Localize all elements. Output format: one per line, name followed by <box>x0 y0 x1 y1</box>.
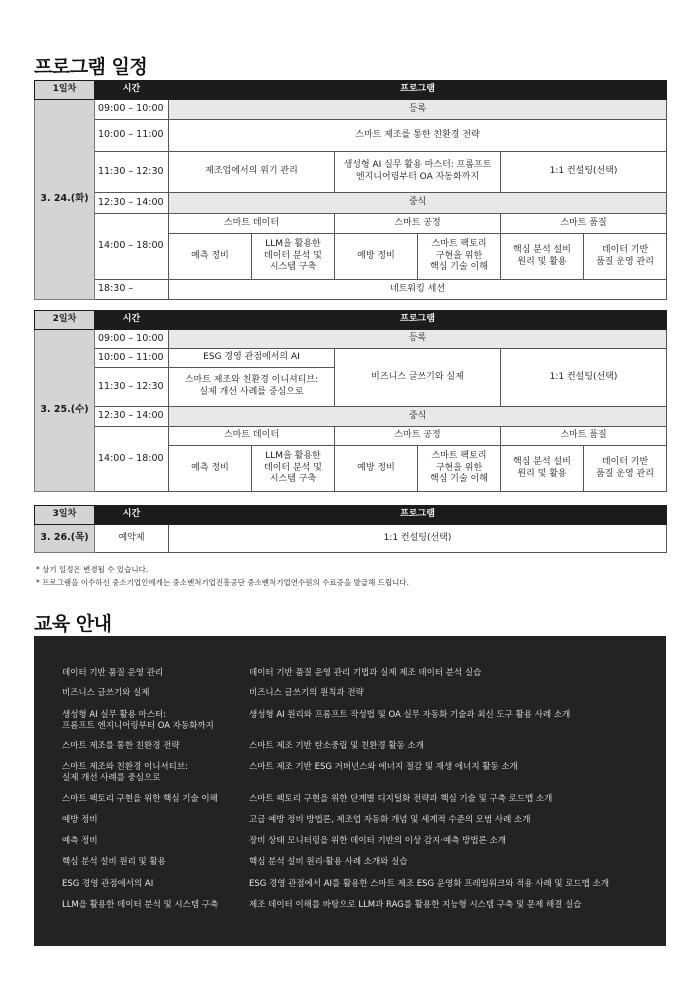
program-cell: 네트워킹 세션 <box>169 280 667 300</box>
program-cell: 1:1 컨설팅(선택) <box>169 525 667 553</box>
table-row <box>35 193 667 214</box>
track-header: 스마트 품질 <box>501 427 667 446</box>
day1-schedule-table <box>34 80 667 300</box>
note-item: * 프로그램을 이수하신 중소기업인에게는 중소벤처기업진흥공단 중소벤처기업연수원의 수료증을 발급해 드립니다. <box>36 578 409 587</box>
day-date: 3. 24.(화) <box>35 100 95 300</box>
session-cell: 핵심 분석 설비 원리 및 활용 <box>501 234 584 280</box>
time-cell: 09:00 – 10:00 <box>95 100 169 120</box>
course-name: LLM을 활용한 데이터 분석 및 시스템 구축 <box>62 900 219 910</box>
track-header: 스마트 데이터 <box>169 214 335 234</box>
table-row <box>35 120 667 152</box>
course-name: 스마트 팩토리 구현을 위한 핵심 기술 이해 <box>62 794 218 804</box>
track-header: 스마트 공정 <box>335 214 501 234</box>
table-header-row <box>35 81 667 100</box>
course-name: 비즈니스 글쓰기와 실제 <box>62 688 150 698</box>
course-description: 제조 데이터 이해를 바탕으로 LLM과 RAG를 활용한 지능형 시스템 구축 및 문제 해결 실습 <box>249 900 582 910</box>
day3-schedule-table <box>34 505 667 553</box>
time-cell: 18:30 – <box>95 280 169 300</box>
session-cell: 예방 정비 <box>335 234 418 280</box>
time-cell: 11:30 – 12:30 <box>95 152 169 193</box>
table-row <box>35 280 667 300</box>
time-cell: 예약제 <box>95 525 169 553</box>
course-description: 장비 상태 모니터링을 위한 데이터 기반의 이상 감지·예측 방법론 소개 <box>249 836 506 846</box>
course-description: 비즈니스 글쓰기의 원칙과 전략 <box>249 688 364 698</box>
day-label: 2일차 <box>35 311 95 330</box>
table-row <box>35 407 667 427</box>
program-cell: 스마트 제조를 통한 친환경 전략 <box>169 120 667 152</box>
course-name: 생성형 AI 실무 활용 마스터: 프롬프트 엔지니어링부터 OA 자동화까지 <box>62 710 214 731</box>
table-row <box>35 214 667 234</box>
note-item: * 상기 일정은 변경될 수 있습니다. <box>36 565 149 574</box>
session-cell: 스마트 팩토리 구현을 위한 핵심 기술 이해 <box>418 446 501 492</box>
table-row <box>35 525 667 553</box>
session-cell: 스마트 팩토리 구현을 위한 핵심 기술 이해 <box>418 234 501 280</box>
session-cell: 예측 정비 <box>169 234 252 280</box>
session-cell: LLM을 활용한 데이터 분석 및 시스템 구축 <box>252 234 335 280</box>
session-cell: 예측 정비 <box>169 446 252 492</box>
table-header-row <box>35 311 667 330</box>
course-description: 고급 예방 정비 방법론, 제조업 자동화 개념 및 세계적 수준의 모범 사례 소개 <box>249 815 531 825</box>
session-cell: 데이터 기반 품질 운영 관리 <box>584 446 667 492</box>
program-cell: ESG 경영 관점에서의 AI <box>169 349 335 368</box>
time-header: 시간 <box>95 506 169 525</box>
course-name: ESG 경영 관점에서의 AI <box>62 879 154 889</box>
session-cell: 데이터 기반 품질 운영 관리 <box>584 234 667 280</box>
time-cell: 14:00 – 18:00 <box>95 427 169 492</box>
course-description: ESG 경영 관점에서 AI를 활용한 스마트 제조 ESG 운영화 프레임워크와 적용 사례 및 로드맵 소개 <box>249 879 610 889</box>
education-panel <box>34 636 666 946</box>
schedule-notes <box>36 563 409 589</box>
day-date: 3. 26.(목) <box>35 525 95 553</box>
course-name: 예방 정비 <box>62 815 98 825</box>
education-title: 교육 안내 <box>34 613 112 635</box>
table-header-row <box>35 506 667 525</box>
course-name: 스마트 제조와 친환경 이니셔티브: 실제 개선 사례를 중심으로 <box>62 762 188 783</box>
program-cell: 중식 <box>169 193 667 214</box>
session-cell: 핵심 분석 설비 원리 및 활용 <box>501 446 584 492</box>
program-cell: 등록 <box>169 330 667 349</box>
course-description: 데이터 기반 품질 운영 관리 기법과 실제 제조 데이터 분석 실습 <box>249 668 482 678</box>
day2-schedule-table <box>34 310 667 492</box>
course-name: 데이터 기반 품질 운영 관리 <box>62 668 164 678</box>
program-cell: 1:1 컨설팅(선택) <box>501 152 667 193</box>
session-cell: LLM을 활용한 데이터 분석 및 시스템 구축 <box>252 446 335 492</box>
time-header: 시간 <box>95 81 169 100</box>
table-row <box>35 349 667 368</box>
program-cell: 제조업에서의 위기 관리 <box>169 152 335 193</box>
program-header: 프로그램 <box>169 311 667 330</box>
table-row <box>35 427 667 446</box>
time-header: 시간 <box>95 311 169 330</box>
course-name: 핵심 분석 설비 원리 및 활용 <box>62 857 166 867</box>
program-cell: 중식 <box>169 407 667 427</box>
track-header: 스마트 품질 <box>501 214 667 234</box>
day-label: 3일차 <box>35 506 95 525</box>
program-cell: 비즈니스 글쓰기와 실제 <box>335 349 501 407</box>
program-cell: 1:1 컨설팅(선택) <box>501 349 667 407</box>
course-description: 스마트 팩토리 구현을 위한 단계별 디지털화 전략과 핵심 기술 및 구축 로드맵 소개 <box>249 794 553 804</box>
course-description: 스마트 제조 기반 ESG 거버넌스와 에너지 절감 및 재생 에너지 활동 소개 <box>249 762 518 772</box>
course-description: 스마트 제조 기반 탄소중립 및 친환경 활동 소개 <box>249 741 424 751</box>
program-cell: 생성형 AI 실무 활용 마스터: 프롬프트 엔지니어링부터 OA 자동화까지 <box>335 152 501 193</box>
course-description: 생성형 AI 원리와 프롬프트 작성법 및 OA 실무 자동화 기술과 최신 도구 활용 사례 소개 <box>249 710 571 720</box>
program-header: 프로그램 <box>169 81 667 100</box>
schedule-title: 프로그램 일정 <box>34 56 148 78</box>
table-row <box>35 100 667 120</box>
course-name: 예측 정비 <box>62 836 98 846</box>
table-row <box>35 152 667 193</box>
time-cell: 11:30 – 12:30 <box>95 368 169 407</box>
time-cell: 10:00 – 11:00 <box>95 120 169 152</box>
day-date: 3. 25.(수) <box>35 330 95 492</box>
time-cell: 09:00 – 10:00 <box>95 330 169 349</box>
day-label: 1일차 <box>35 81 95 100</box>
track-header: 스마트 데이터 <box>169 427 335 446</box>
course-name: 스마트 제조를 통한 친환경 전략 <box>62 741 180 751</box>
time-cell: 14:00 – 18:00 <box>95 214 169 280</box>
program-cell: 등록 <box>169 100 667 120</box>
program-header: 프로그램 <box>169 506 667 525</box>
course-description: 핵심 분석 설비 원리·활용 사례 소개와 실습 <box>249 857 408 867</box>
program-cell: 스마트 제조와 친환경 이니셔티브: 실제 개선 사례를 중심으로 <box>169 368 335 407</box>
table-row <box>35 330 667 349</box>
session-cell: 예방 정비 <box>335 446 418 492</box>
track-header: 스마트 공정 <box>335 427 501 446</box>
time-cell: 10:00 – 11:00 <box>95 349 169 368</box>
time-cell: 12:30 – 14:00 <box>95 407 169 427</box>
time-cell: 12:30 – 14:00 <box>95 193 169 214</box>
